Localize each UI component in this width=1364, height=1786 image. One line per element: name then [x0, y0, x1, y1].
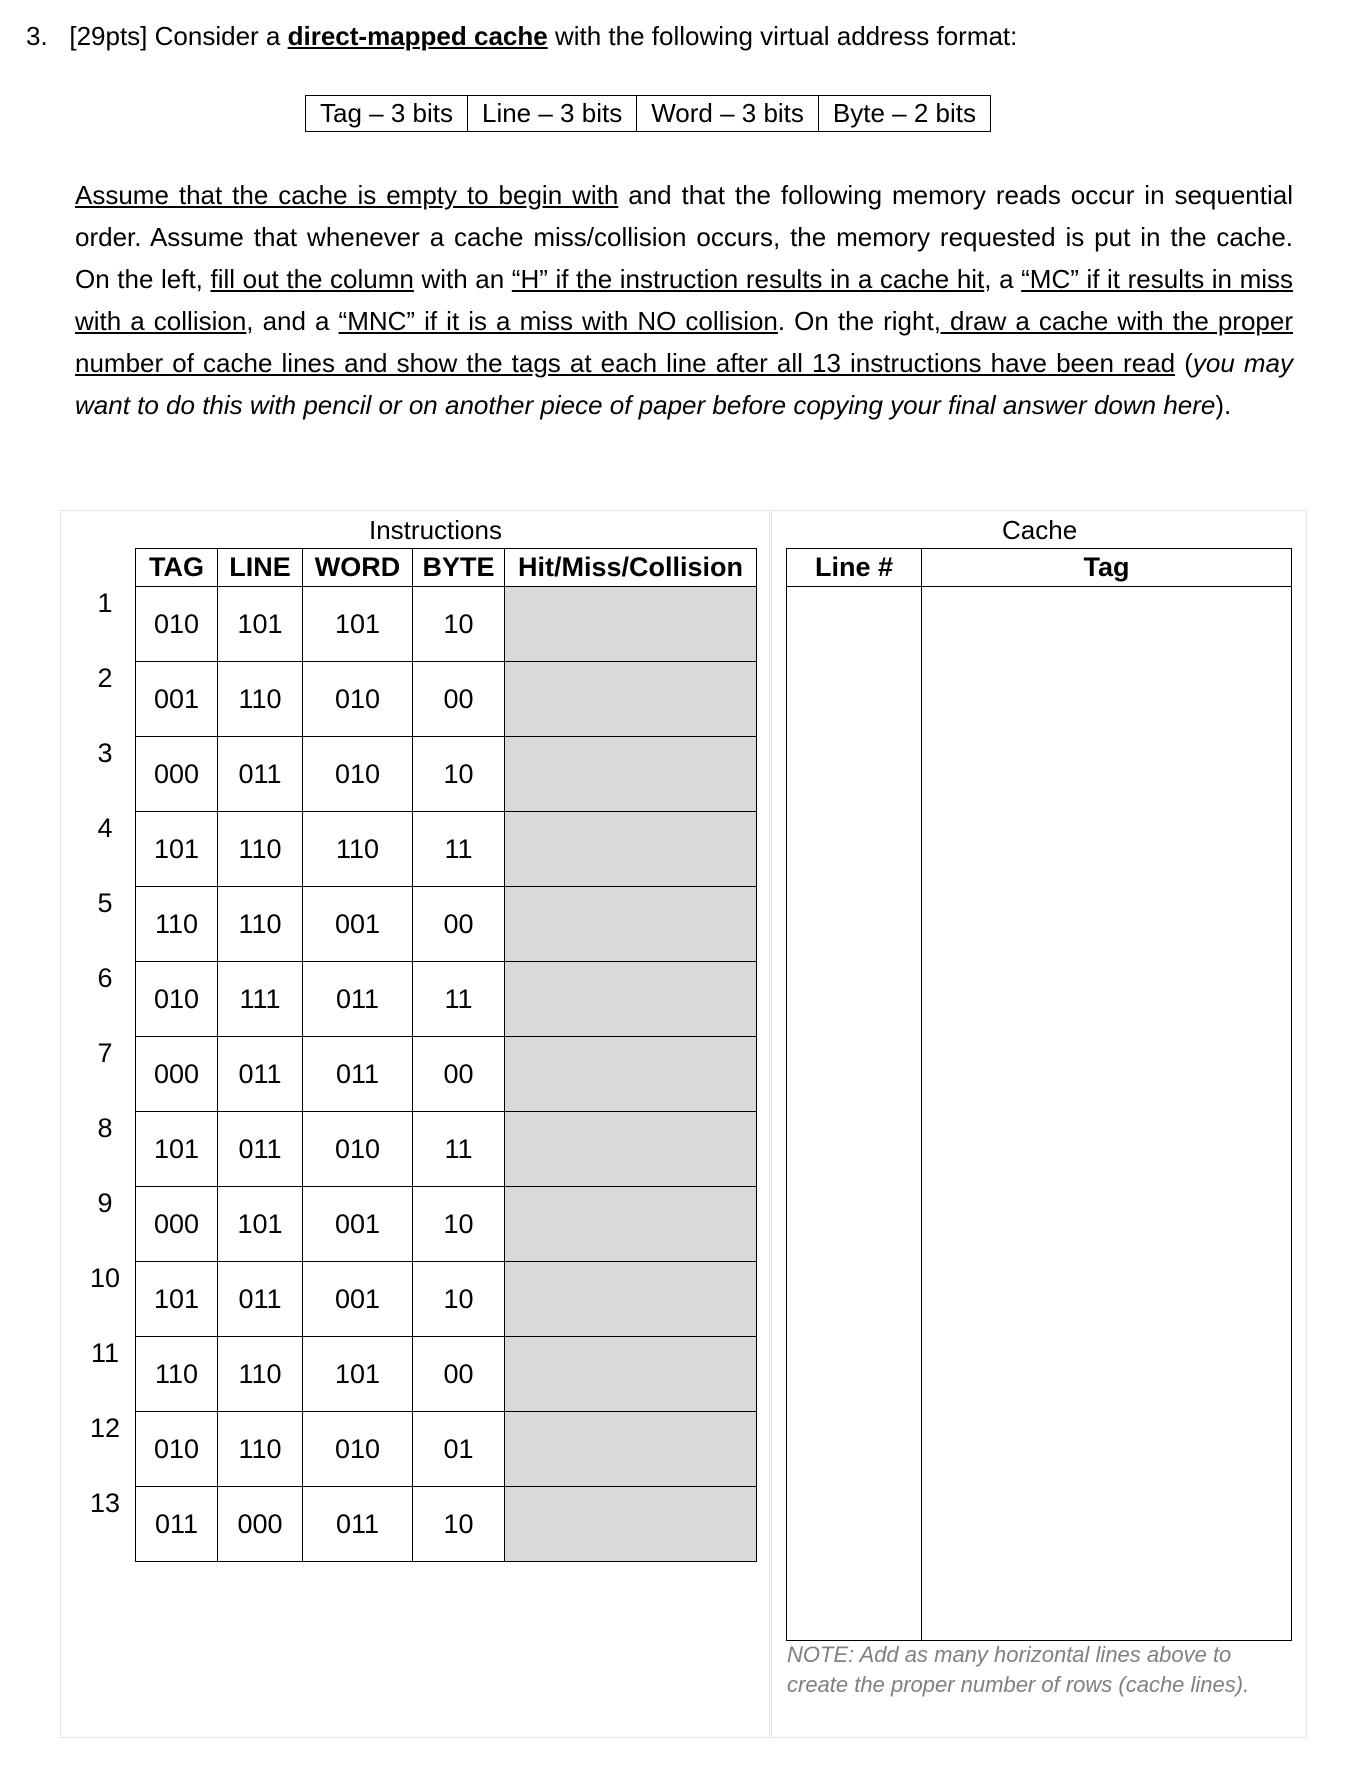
para-text-3: , a: [984, 264, 1022, 294]
para-underline-4: “MC” if it results in miss with a collision: [75, 264, 1294, 336]
hit-miss-answer-cell[interactable]: [505, 662, 757, 737]
address-format-table: [305, 95, 991, 132]
cell-tag: 101: [136, 812, 218, 887]
cache-table: [786, 548, 1292, 1641]
cell-tag: 110: [136, 1337, 218, 1412]
row-number: 13: [90, 1488, 121, 1518]
instructions-title: Instructions: [369, 515, 502, 545]
cache-note: NOTE: Add as many horizontal lines above to create the proper number of rows (cache lines).: [787, 1642, 1250, 1697]
hit-miss-answer-cell[interactable]: [505, 1187, 757, 1262]
hit-miss-answer-cell[interactable]: [505, 737, 757, 812]
cell-tag: 110: [136, 887, 218, 962]
row-number: 6: [97, 963, 113, 993]
instruction-row: [136, 962, 757, 1037]
format-tag-field: Tag – 3 bits: [306, 96, 468, 132]
cell-word: 101: [303, 1337, 413, 1412]
instruction-row: [136, 1487, 757, 1562]
cell-byte: 11: [413, 1112, 505, 1187]
cell-word: 001: [303, 1262, 413, 1337]
header-byte: BYTE: [413, 549, 505, 587]
row-number: 11: [90, 1338, 120, 1368]
hit-miss-answer-cell[interactable]: [505, 1412, 757, 1487]
cell-word: 101: [303, 587, 413, 662]
cell-byte: 00: [413, 1337, 505, 1412]
question-rest: with the following virtual address format:: [554, 21, 1018, 51]
question-points: [29pts]: [69, 21, 148, 51]
hit-miss-answer-cell[interactable]: [505, 1037, 757, 1112]
hit-miss-answer-cell[interactable]: [505, 1262, 757, 1337]
question-intro: Consider a: [154, 21, 281, 51]
row-number: 12: [90, 1413, 121, 1443]
instructions-table: [135, 548, 757, 1562]
para-underline-1: Assume that the cache is empty to begin with: [75, 180, 619, 210]
row-number: 8: [97, 1113, 113, 1143]
cell-tag: 101: [136, 1262, 218, 1337]
row-number: 4: [97, 813, 113, 843]
row-number: 7: [97, 1038, 113, 1068]
instruction-row: [136, 1037, 757, 1112]
para-italic-1: you may want to do this with pencil or on another piece of paper before copying your final answer down here: [75, 348, 1294, 420]
instruction-row: [136, 1262, 757, 1337]
para-text-1: and that the following memory reads occur in sequential order. Assume that whenever a cache miss/collision occurs, the memory requested is put in the cache. On the left,: [75, 180, 1293, 294]
cell-tag: 010: [136, 587, 218, 662]
cell-tag: 001: [136, 662, 218, 737]
instruction-row: [136, 1337, 757, 1412]
cell-byte: 10: [413, 1187, 505, 1262]
para-text-7: ).: [1215, 390, 1232, 420]
cell-line: 111: [218, 962, 303, 1037]
cell-tag: 000: [136, 737, 218, 812]
format-byte-field: Byte – 2 bits: [818, 96, 990, 132]
format-line-field: Line – 3 bits: [467, 96, 636, 132]
row-number: 1: [97, 588, 113, 618]
hit-miss-answer-cell[interactable]: [505, 1112, 757, 1187]
instructions-paragraph: [75, 174, 1293, 426]
para-text-4: , and a: [246, 306, 339, 336]
hit-miss-answer-cell[interactable]: [505, 812, 757, 887]
cell-word: 110: [303, 812, 413, 887]
cell-tag: 010: [136, 962, 218, 1037]
cell-byte: 00: [413, 887, 505, 962]
cell-line: 011: [218, 1112, 303, 1187]
cell-line: 110: [218, 662, 303, 737]
cell-word: 011: [303, 962, 413, 1037]
cell-line: 011: [218, 1262, 303, 1337]
para-underline-5: “MNC” if it is a miss with NO collision: [338, 306, 778, 336]
cell-line: 000: [218, 1487, 303, 1562]
header-hit-miss-collision: Hit/Miss/Collision: [505, 549, 757, 587]
instruction-row: [136, 887, 757, 962]
para-underline-6: , draw a cache with the proper number of cache lines and show the tags at each line after all 13 instructions have been read: [75, 306, 1293, 378]
cell-byte: 10: [413, 737, 505, 812]
cell-byte: 10: [413, 587, 505, 662]
header-cache-tag: Tag: [922, 549, 1292, 587]
hit-miss-answer-cell[interactable]: [505, 1487, 757, 1562]
header-word: WORD: [303, 549, 413, 587]
para-underline-2: fill out the column: [210, 264, 414, 294]
instruction-row: [136, 662, 757, 737]
cell-line: 110: [218, 812, 303, 887]
cell-word: 010: [303, 662, 413, 737]
instruction-row: [136, 812, 757, 887]
cell-word: 010: [303, 1112, 413, 1187]
row-number: 9: [97, 1188, 113, 1218]
row-number: 2: [97, 663, 113, 693]
header-tag: TAG: [136, 549, 218, 587]
hit-miss-answer-cell[interactable]: [505, 962, 757, 1037]
instruction-row: [136, 1187, 757, 1262]
cell-tag: 011: [136, 1487, 218, 1562]
para-text-2: with an: [413, 264, 512, 294]
cell-byte: 01: [413, 1412, 505, 1487]
cell-word: 011: [303, 1487, 413, 1562]
cell-line: 011: [218, 737, 303, 812]
cell-line: 110: [218, 1412, 303, 1487]
hit-miss-answer-cell[interactable]: [505, 587, 757, 662]
header-line: LINE: [218, 549, 303, 587]
hit-miss-answer-cell[interactable]: [505, 1337, 757, 1412]
hit-miss-answer-cell[interactable]: [505, 887, 757, 962]
cell-word: 010: [303, 1412, 413, 1487]
para-underline-3: “H” if the instruction results in a cache hit: [511, 264, 985, 294]
instruction-row: [136, 1112, 757, 1187]
format-word-field: Word – 3 bits: [637, 96, 819, 132]
question-number: 3.: [26, 21, 48, 51]
cell-line: 011: [218, 1037, 303, 1112]
cell-line: 101: [218, 1187, 303, 1262]
cell-line: 110: [218, 1337, 303, 1412]
cache-tag-cell[interactable]: [922, 587, 1292, 1641]
cell-tag: 000: [136, 1187, 218, 1262]
question-heading: [26, 16, 1017, 56]
cell-line: 110: [218, 887, 303, 962]
cell-byte: 10: [413, 1487, 505, 1562]
cell-byte: 00: [413, 1037, 505, 1112]
row-number: 3: [97, 738, 113, 768]
row-number: 10: [90, 1263, 121, 1293]
cell-tag: 101: [136, 1112, 218, 1187]
instruction-row: [136, 587, 757, 662]
header-line-number: Line #: [787, 549, 922, 587]
cell-byte: 10: [413, 1262, 505, 1337]
instruction-row: [136, 1412, 757, 1487]
cache-title: Cache: [1002, 515, 1078, 545]
instruction-row: [136, 737, 757, 812]
para-text-6: (: [1175, 348, 1193, 378]
cache-line-number-cell[interactable]: [787, 587, 922, 1641]
cell-word: 011: [303, 1037, 413, 1112]
cell-byte: 11: [413, 812, 505, 887]
cell-word: 010: [303, 737, 413, 812]
cell-byte: 11: [413, 962, 505, 1037]
cell-tag: 000: [136, 1037, 218, 1112]
cell-word: 001: [303, 887, 413, 962]
cell-byte: 00: [413, 662, 505, 737]
para-text-5: . On the right: [777, 306, 934, 336]
row-number: 5: [97, 888, 113, 918]
cell-word: 001: [303, 1187, 413, 1262]
cell-line: 101: [218, 587, 303, 662]
question-highlight: direct-mapped cache: [287, 21, 548, 51]
cell-tag: 010: [136, 1412, 218, 1487]
